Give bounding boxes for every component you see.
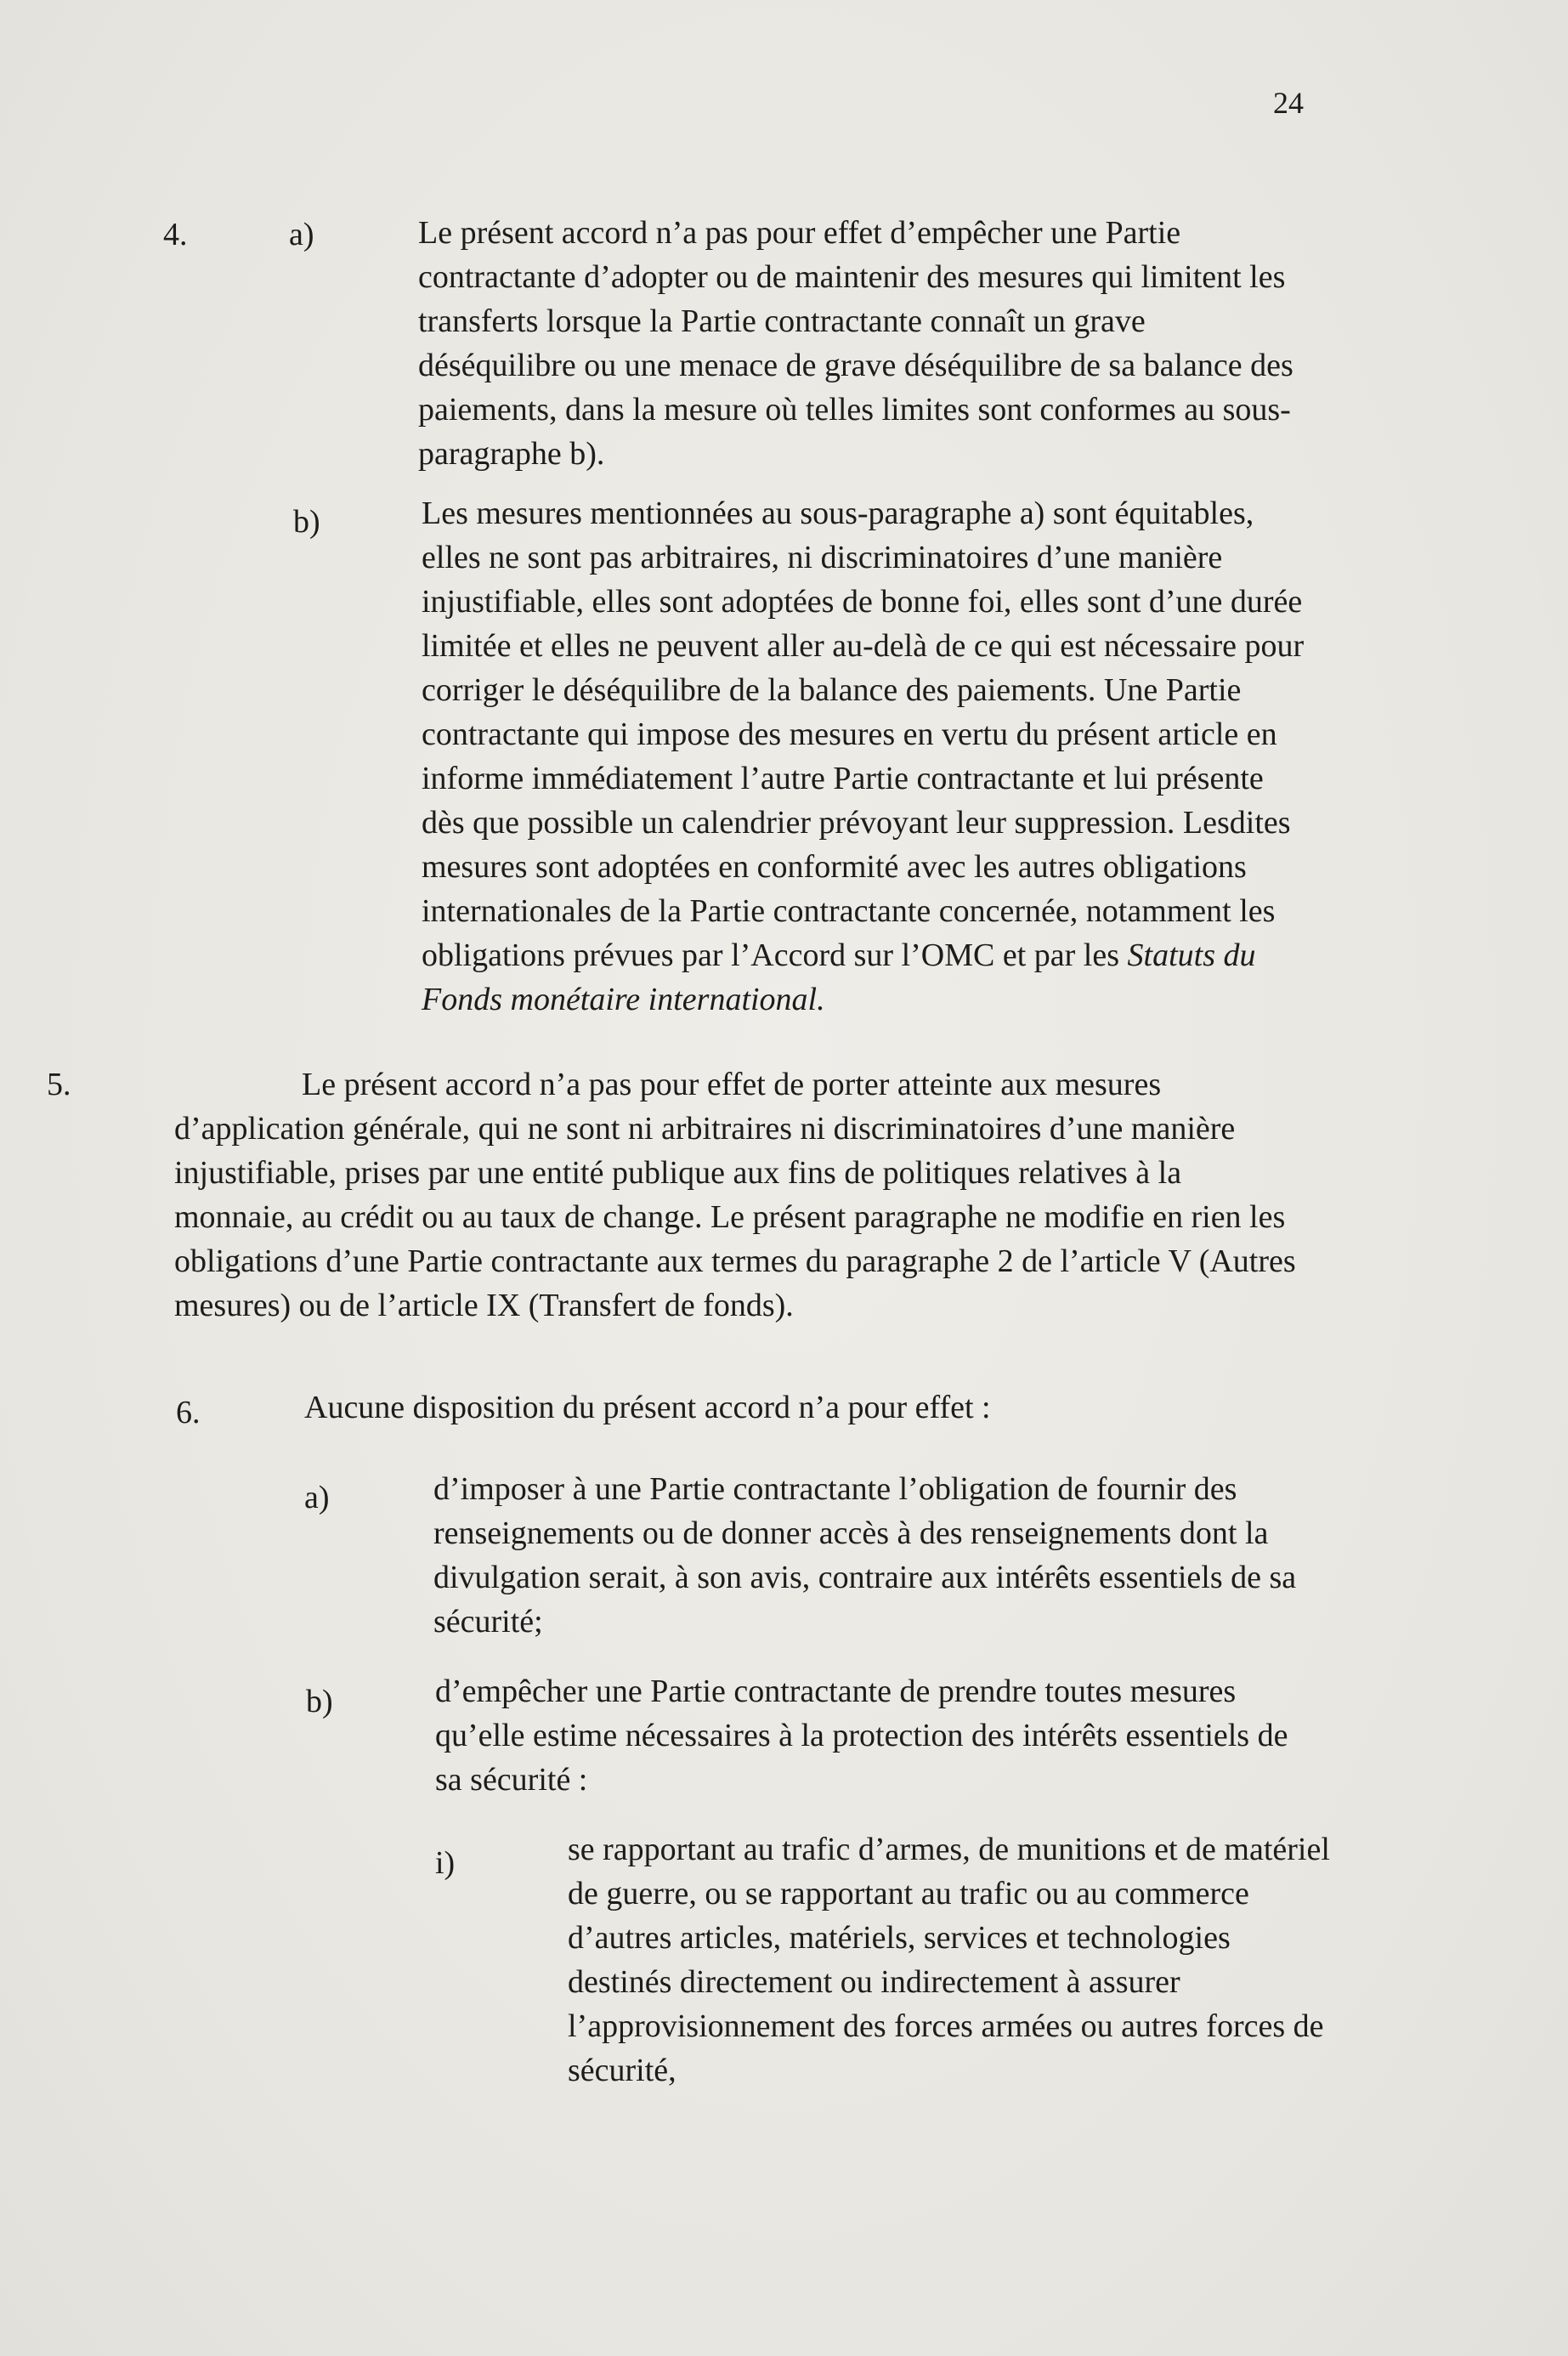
para4-number: 4. [163, 217, 188, 252]
para6bi-text: se rapportant au trafic d’armes, de munitions et de matériel de guerre, ou se rapportant au trafic ou au commerce d’autres articles, matériels, services et technologies destinés directement ou indirectement à assurer l’approvisionnement des forces armées ou autres forces de sécurité, [568, 1832, 1330, 2088]
para5-text [47, 1062, 1305, 1328]
para4b-label: b) [293, 504, 320, 540]
para5-body: Le présent accord n’a pas pour effet de porter atteinte aux mesures d’application générale, qui ne sont ni arbitraires ni discriminatoires d’une manière injustifiable, prises par une entité publique aux fins de politiques relatives à la monnaie, au crédit ou au taux de change. Le présent paragraphe ne modifie en rien les obligations d’une Partie contractante aux termes du paragraphe 2 de l’article V (Autres mesures) ou de l’article IX (Transfert de fonds). [174, 1067, 1296, 1323]
para6a-text: d’imposer à une Partie contractante l’obligation de fournir des renseignements ou de donner accès à des renseignements dont la divulgation serait, à son avis, contraire aux intérêts essentiels de sa sécurité; [433, 1471, 1297, 1640]
para4a-text: Le présent accord n’a pas pour effet d’empêcher une Partie contractante d’adopter ou de maintenir des mesures qui limitent les transferts lorsque la Partie contractante connaît un grave déséquilibre ou une menace de grave déséquilibre de sa balance des paiements, dans la mesure où telles limites sont conformes au sous-paragraphe b). [418, 215, 1293, 472]
para5-number: 5. [47, 1067, 71, 1102]
para6-number: 6. [176, 1395, 201, 1430]
para4b-text: Les mesures mentionnées au sous-paragraphe a) sont équitables, elles ne sont pas arbitraires, ni discriminatoires d’une manière injustifiable, elles sont adoptées de bonne foi, elles sont d’une durée limitée et elles ne peuvent aller au-delà de ce qui est nécessaire pour corriger le déséquilibre de la balance des paiements. Une Partie contractante qui impose des mesures en vertu du présent article en informe immédiatement l’autre Partie contractante et lui présente dès que possible un calendrier prévoyant leur suppression. Lesdites mesures sont adoptées en conformité avec les autres obligations internationales de la Partie contractante concernée, notamment les obligations prévues par l’Accord sur l’OMC et par les [422, 496, 1305, 973]
para6-intro: Aucune disposition du présent accord n’a pour effet : [304, 1390, 991, 1425]
para6b-text: d’empêcher une Partie contractante de prendre toutes mesures qu’elle estime nécessaires à la protection des intérêts essentiels de sa sécurité : [435, 1674, 1288, 1798]
page-number: 24 [1273, 86, 1304, 120]
para4a-label: a) [289, 217, 314, 252]
para6a-label: a) [304, 1480, 330, 1515]
para6b-label: b) [306, 1684, 333, 1719]
para6bi-label: i) [435, 1845, 456, 1881]
para4b-italic-title: Statuts du Fonds monétaire international. [422, 937, 1256, 1017]
para4b-block [422, 491, 1305, 1022]
